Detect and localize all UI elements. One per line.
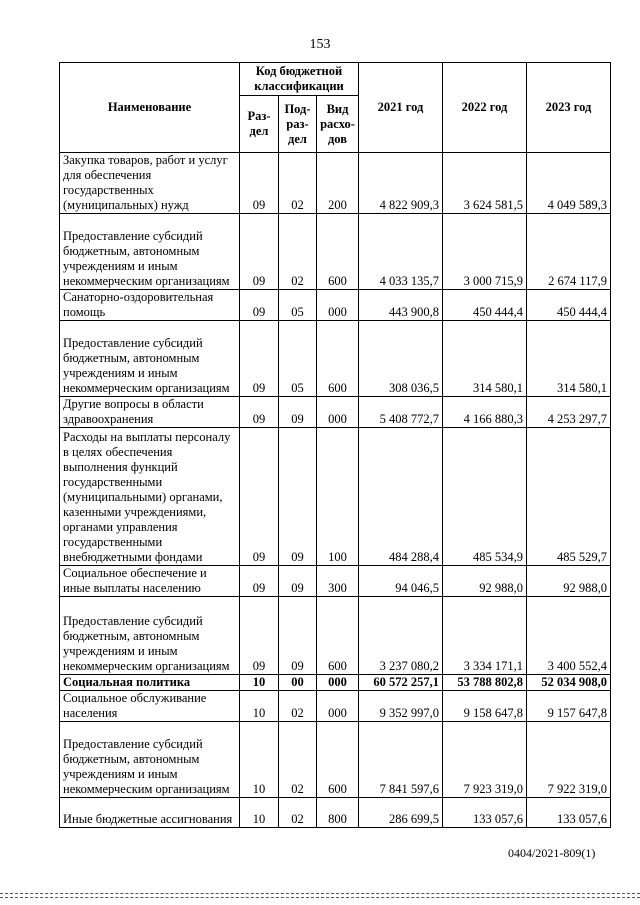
row-name: Предоставление субсидий бюджетным, автономным учреждениям и иным некоммерческим организациям bbox=[60, 722, 240, 798]
row-section: 10 bbox=[240, 675, 279, 691]
row-expense-type: 000 bbox=[317, 397, 359, 428]
row-section: 09 bbox=[240, 597, 279, 675]
row-value-2021: 9 352 997,0 bbox=[359, 691, 443, 722]
row-value-2022: 450 444,4 bbox=[443, 290, 527, 321]
budget-table bbox=[59, 62, 611, 828]
row-subsection: 05 bbox=[279, 290, 317, 321]
row-name: Иные бюджетные ассигнования bbox=[60, 798, 240, 828]
row-subsection: 00 bbox=[279, 675, 317, 691]
row-name: Предоставление субсидий бюджетным, автономным учреждениям и иным некоммерческим организациям bbox=[60, 214, 240, 290]
row-name: Предоставление субсидий бюджетным, автономным учреждениям и иным некоммерческим организациям bbox=[60, 321, 240, 397]
row-expense-type: 100 bbox=[317, 428, 359, 566]
row-section: 09 bbox=[240, 321, 279, 397]
row-value-2022: 92 988,0 bbox=[443, 566, 527, 597]
row-section: 09 bbox=[240, 428, 279, 566]
row-value-2023: 52 034 908,0 bbox=[527, 675, 611, 691]
row-value-2023: 314 580,1 bbox=[527, 321, 611, 397]
bottom-rule bbox=[0, 893, 640, 894]
row-expense-type: 800 bbox=[317, 798, 359, 828]
row-value-2021: 4 033 135,7 bbox=[359, 214, 443, 290]
row-name: Закупка товаров, работ и услуг для обеспечения государственных (муниципальных) нужд bbox=[60, 153, 240, 214]
header-year-2022: 2022 год bbox=[443, 63, 527, 153]
row-value-2021: 60 572 257,1 bbox=[359, 675, 443, 691]
row-value-2022: 3 000 715,9 bbox=[443, 214, 527, 290]
row-name: Другие вопросы в области здравоохранения bbox=[60, 397, 240, 428]
row-subsection: 09 bbox=[279, 397, 317, 428]
row-value-2023: 450 444,4 bbox=[527, 290, 611, 321]
row-expense-type: 600 bbox=[317, 214, 359, 290]
row-value-2022: 485 534,9 bbox=[443, 428, 527, 566]
row-value-2021: 3 237 080,2 bbox=[359, 597, 443, 675]
row-value-2021: 5 408 772,7 bbox=[359, 397, 443, 428]
row-value-2022: 53 788 802,8 bbox=[443, 675, 527, 691]
row-subsection: 09 bbox=[279, 566, 317, 597]
row-subsection: 02 bbox=[279, 153, 317, 214]
row-value-2022: 4 166 880,3 bbox=[443, 397, 527, 428]
table-row bbox=[60, 722, 611, 798]
row-section: 10 bbox=[240, 691, 279, 722]
row-name: Предоставление субсидий бюджетным, автономным учреждениям и иным некоммерческим организациям bbox=[60, 597, 240, 675]
row-value-2023: 2 674 117,9 bbox=[527, 214, 611, 290]
row-expense-type: 000 bbox=[317, 675, 359, 691]
row-value-2021: 4 822 909,3 bbox=[359, 153, 443, 214]
row-value-2022: 7 923 319,0 bbox=[443, 722, 527, 798]
row-name: Социальное обслуживание населения bbox=[60, 691, 240, 722]
row-expense-type: 600 bbox=[317, 321, 359, 397]
row-name: Расходы на выплаты персоналу в целях обеспечения выполнения функций государственными (муниципальными) органами, казенными учреждениями, органами управления государственными внебюджетными фондами bbox=[60, 428, 240, 566]
row-expense-type: 200 bbox=[317, 153, 359, 214]
header-year-2023: 2023 год bbox=[527, 63, 611, 153]
table-row bbox=[60, 566, 611, 597]
row-value-2021: 7 841 597,6 bbox=[359, 722, 443, 798]
row-value-2022: 3 624 581,5 bbox=[443, 153, 527, 214]
table-row bbox=[60, 691, 611, 722]
row-expense-type: 600 bbox=[317, 597, 359, 675]
document-number: 0404/2021-809(1) bbox=[508, 846, 596, 860]
row-expense-type: 600 bbox=[317, 722, 359, 798]
row-subsection: 05 bbox=[279, 321, 317, 397]
row-section: 09 bbox=[240, 214, 279, 290]
row-name: Санаторно-оздоровительная помощь bbox=[60, 290, 240, 321]
row-subsection: 02 bbox=[279, 214, 317, 290]
row-subsection: 09 bbox=[279, 428, 317, 566]
row-value-2022: 9 158 647,8 bbox=[443, 691, 527, 722]
row-expense-type: 300 bbox=[317, 566, 359, 597]
row-section: 09 bbox=[240, 566, 279, 597]
row-section: 09 bbox=[240, 290, 279, 321]
table-body bbox=[60, 153, 611, 828]
row-section: 09 bbox=[240, 153, 279, 214]
row-expense-type: 000 bbox=[317, 691, 359, 722]
header-code-group: Код бюджетной классификации bbox=[240, 63, 359, 96]
table-row bbox=[60, 428, 611, 566]
table-row bbox=[60, 798, 611, 828]
row-subsection: 09 bbox=[279, 597, 317, 675]
table-row bbox=[60, 214, 611, 290]
table-row bbox=[60, 397, 611, 428]
row-value-2023: 3 400 552,4 bbox=[527, 597, 611, 675]
row-value-2023: 4 049 589,3 bbox=[527, 153, 611, 214]
table-row bbox=[60, 153, 611, 214]
row-value-2023: 9 157 647,8 bbox=[527, 691, 611, 722]
row-value-2021: 94 046,5 bbox=[359, 566, 443, 597]
row-value-2022: 3 334 171,1 bbox=[443, 597, 527, 675]
row-value-2023: 7 922 319,0 bbox=[527, 722, 611, 798]
header-section: Раз-дел bbox=[240, 96, 279, 153]
header-subsection: Под-раз-дел bbox=[279, 96, 317, 153]
header-year-2021: 2021 год bbox=[359, 63, 443, 153]
row-name: Социальная политика bbox=[60, 675, 240, 691]
row-value-2023: 133 057,6 bbox=[527, 798, 611, 828]
row-value-2021: 484 288,4 bbox=[359, 428, 443, 566]
row-section: 10 bbox=[240, 722, 279, 798]
row-value-2021: 443 900,8 bbox=[359, 290, 443, 321]
row-value-2022: 314 580,1 bbox=[443, 321, 527, 397]
row-value-2021: 308 036,5 bbox=[359, 321, 443, 397]
table-row bbox=[60, 675, 611, 691]
row-subsection: 02 bbox=[279, 798, 317, 828]
header-name: Наименование bbox=[60, 63, 240, 153]
row-subsection: 02 bbox=[279, 691, 317, 722]
row-section: 09 bbox=[240, 397, 279, 428]
row-value-2022: 133 057,6 bbox=[443, 798, 527, 828]
row-name: Социальное обеспечение и иные выплаты населению bbox=[60, 566, 240, 597]
table-row bbox=[60, 321, 611, 397]
row-expense-type: 000 bbox=[317, 290, 359, 321]
row-value-2021: 286 699,5 bbox=[359, 798, 443, 828]
header-expense-type: Вид расхо-дов bbox=[317, 96, 359, 153]
row-section: 10 bbox=[240, 798, 279, 828]
row-value-2023: 4 253 297,7 bbox=[527, 397, 611, 428]
page-number: 153 bbox=[309, 37, 331, 52]
row-value-2023: 485 529,7 bbox=[527, 428, 611, 566]
row-value-2023: 92 988,0 bbox=[527, 566, 611, 597]
row-subsection: 02 bbox=[279, 722, 317, 798]
table-row bbox=[60, 290, 611, 321]
table-row bbox=[60, 597, 611, 675]
bottom-rule bbox=[0, 897, 640, 898]
